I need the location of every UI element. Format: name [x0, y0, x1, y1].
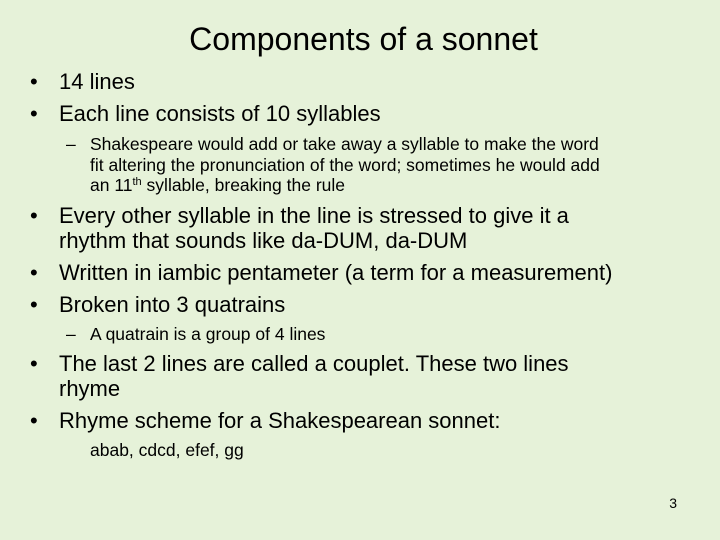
bullet-text: [59, 352, 569, 401]
bullet-text: Rhyme scheme for a Shakespearean sonnet:: [59, 408, 501, 433]
bullet-dot: •: [30, 351, 38, 376]
bullet-dot: •: [30, 69, 38, 94]
rhyme-scheme-text: abab, cdcd, efef, gg: [90, 440, 244, 460]
bullet-text: Written in iambic pentameter (a term for a measurement): [59, 260, 613, 285]
bullet-line: rhythm that sounds like da-DUM, da-DUM: [59, 227, 468, 253]
sub-bullet-line: Shakespeare would add or take away a syllable to make the word: [90, 134, 599, 154]
bullet-text: [59, 204, 569, 253]
sub-bullet-dash: –: [66, 324, 76, 344]
sub-bullet-line-post: syllable, breaking the rule: [141, 175, 345, 195]
bullet-dot: •: [30, 292, 38, 317]
bullet-text: 14 lines: [59, 69, 135, 94]
bullet-text: Broken into 3 quatrains: [59, 292, 286, 317]
slide-title: Components of a sonnet: [189, 21, 538, 57]
sub-bullet-text: [90, 134, 600, 196]
page-number: 3: [669, 495, 677, 511]
bullet-dot: •: [30, 260, 38, 285]
sub-bullet-text: A quatrain is a group of 4 lines: [90, 324, 326, 344]
bullet-dot: •: [30, 203, 38, 228]
bullet-line: rhyme: [59, 375, 121, 401]
sub-bullet-dash: –: [66, 134, 76, 154]
bullet-dot: •: [30, 101, 38, 126]
sub-bullet-line: fit altering the pronunciation of the word; sometimes he would add: [90, 154, 600, 175]
bullet-dot: •: [30, 408, 38, 433]
superscript-th: th: [132, 176, 142, 188]
sub-bullet-line-pre: an 11: [90, 175, 133, 195]
bullet-line: Every other syllable in the line is stressed to give it a: [59, 203, 569, 228]
bullet-line: The last 2 lines are called a couplet. These two lines: [59, 351, 569, 376]
bullet-text: Each line consists of 10 syllables: [59, 101, 381, 126]
